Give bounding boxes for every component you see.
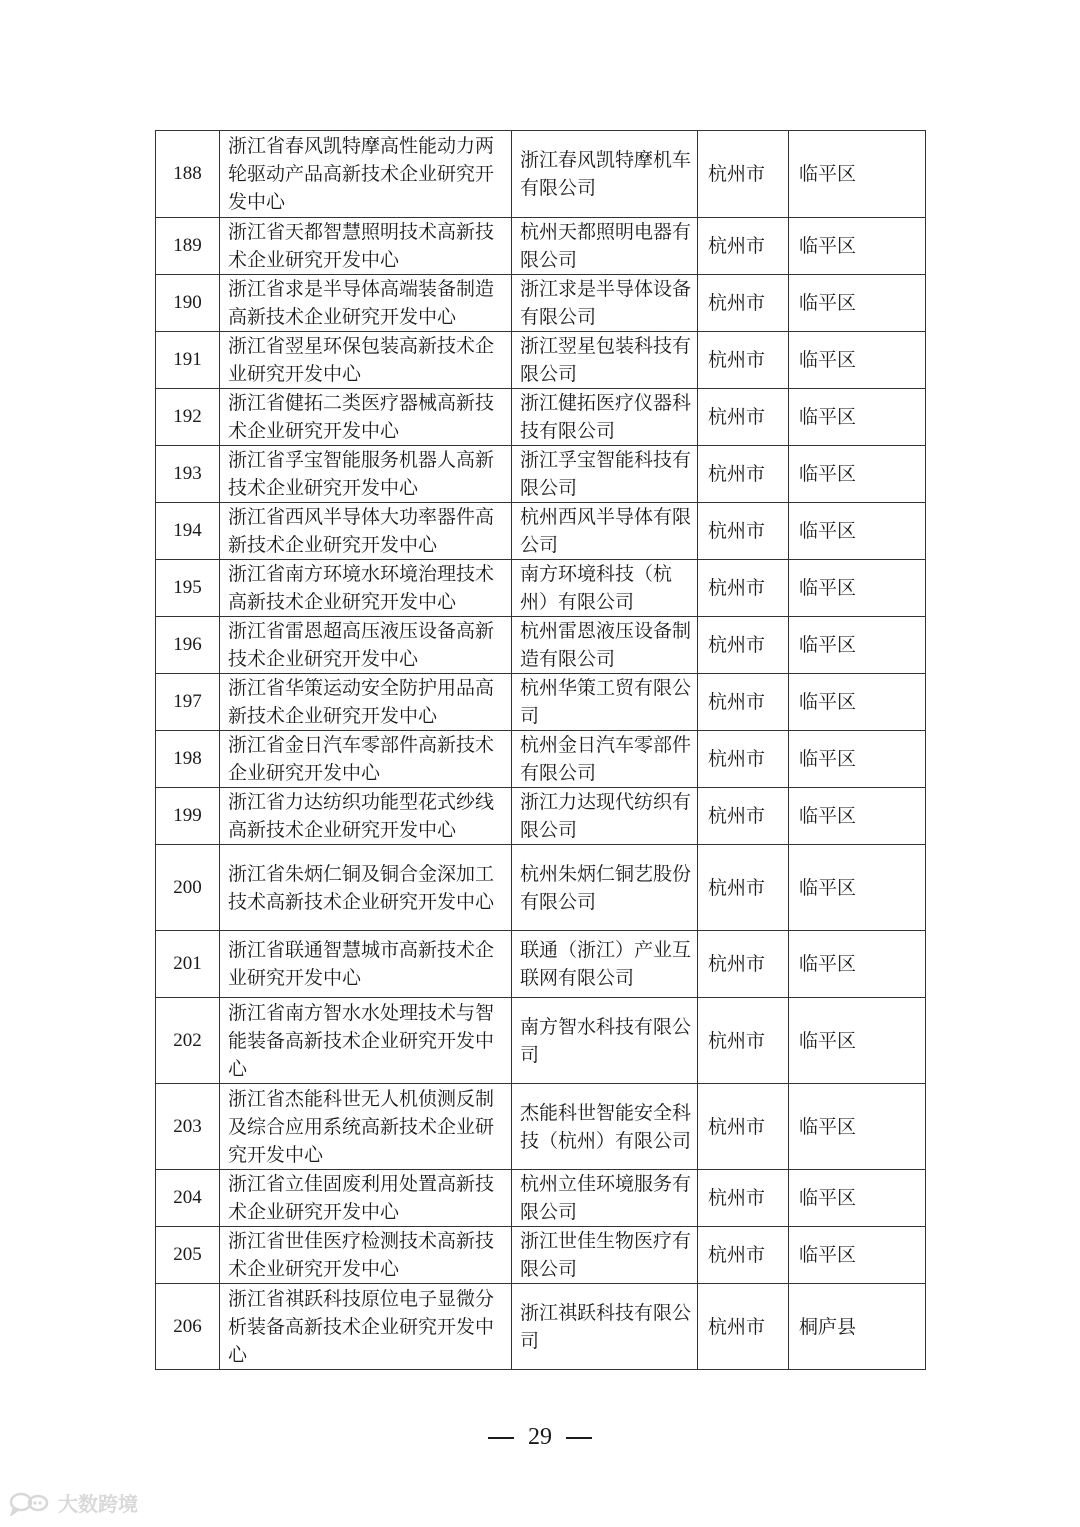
cell-name: 浙江省力达纺织功能型花式纱线高新技术企业研究开发中心 — [220, 788, 512, 845]
cell-company: 浙江求是半导体设备有限公司 — [512, 275, 698, 332]
table-row — [156, 560, 926, 617]
table-row — [156, 731, 926, 788]
table-row — [156, 674, 926, 731]
cell-name: 浙江省翌星环保包装高新技术企业研究开发中心 — [220, 332, 512, 389]
cell-company: 浙江健拓医疗仪器科技有限公司 — [512, 389, 698, 446]
cell-name: 浙江省健拓二类医疗器械高新技术企业研究开发中心 — [220, 389, 512, 446]
cell-district: 临平区 — [789, 275, 926, 332]
cell-city: 杭州市 — [698, 446, 789, 503]
cell-name: 浙江省华策运动安全防护用品高新技术企业研究开发中心 — [220, 674, 512, 731]
cell-company: 浙江力达现代纺织有限公司 — [512, 788, 698, 845]
cell-district: 临平区 — [789, 998, 926, 1084]
table-row — [156, 446, 926, 503]
cell-no: 198 — [156, 731, 220, 788]
cell-name: 浙江省立佳固废利用处置高新技术企业研究开发中心 — [220, 1170, 512, 1227]
cell-no: 206 — [156, 1284, 220, 1370]
cell-name: 浙江省雷恩超高压液压设备高新技术企业研究开发中心 — [220, 617, 512, 674]
cell-company: 南方智水科技有限公司 — [512, 998, 698, 1084]
table-row — [156, 617, 926, 674]
cell-company: 浙江春风凯特摩机车有限公司 — [512, 131, 698, 218]
cell-city: 杭州市 — [698, 931, 789, 998]
cell-city: 杭州市 — [698, 1284, 789, 1370]
cell-name: 浙江省南方智水水处理技术与智能装备高新技术企业研究开发中心 — [220, 998, 512, 1084]
table-row — [156, 931, 926, 998]
cell-no: 196 — [156, 617, 220, 674]
cell-district: 临平区 — [789, 617, 926, 674]
cell-no: 195 — [156, 560, 220, 617]
cell-company: 南方环境科技（杭州）有限公司 — [512, 560, 698, 617]
cell-no: 191 — [156, 332, 220, 389]
cell-name: 浙江省南方环境水环境治理技术高新技术企业研究开发中心 — [220, 560, 512, 617]
watermark — [8, 1488, 138, 1517]
cell-city: 杭州市 — [698, 275, 789, 332]
cell-district: 临平区 — [789, 503, 926, 560]
cell-city: 杭州市 — [698, 389, 789, 446]
cell-district: 临平区 — [789, 731, 926, 788]
center-list-table — [155, 130, 926, 1370]
table-row — [156, 275, 926, 332]
cell-no: 205 — [156, 1227, 220, 1284]
cell-name: 浙江省金日汽车零部件高新技术企业研究开发中心 — [220, 731, 512, 788]
cell-no: 203 — [156, 1084, 220, 1170]
watermark-text: 大数跨境 — [58, 1492, 138, 1516]
table-row — [156, 788, 926, 845]
cell-city: 杭州市 — [698, 560, 789, 617]
cell-company: 浙江祺跃科技有限公司 — [512, 1284, 698, 1370]
cell-city: 杭州市 — [698, 617, 789, 674]
table-body — [156, 131, 926, 1370]
table-row — [156, 131, 926, 218]
cell-no: 204 — [156, 1170, 220, 1227]
cell-district: 临平区 — [789, 218, 926, 275]
cell-no: 188 — [156, 131, 220, 218]
cell-company: 杭州立佳环境服务有限公司 — [512, 1170, 698, 1227]
cell-no: 192 — [156, 389, 220, 446]
table-row — [156, 845, 926, 931]
table-row — [156, 1084, 926, 1170]
cell-district: 临平区 — [789, 931, 926, 998]
footer-dash-left — [488, 1437, 514, 1439]
cell-district: 临平区 — [789, 845, 926, 931]
table-row — [156, 332, 926, 389]
cell-company: 联通（浙江）产业互联网有限公司 — [512, 931, 698, 998]
cell-no: 199 — [156, 788, 220, 845]
cell-company: 杭州雷恩液压设备制造有限公司 — [512, 617, 698, 674]
chat-bubbles-icon — [8, 1490, 54, 1516]
cell-district: 桐庐县 — [789, 1284, 926, 1370]
cell-company: 浙江翌星包装科技有限公司 — [512, 332, 698, 389]
footer-dash-right — [566, 1437, 592, 1439]
cell-district: 临平区 — [789, 332, 926, 389]
cell-city: 杭州市 — [698, 731, 789, 788]
cell-city: 杭州市 — [698, 1170, 789, 1227]
table-row — [156, 1227, 926, 1284]
cell-district: 临平区 — [789, 674, 926, 731]
page-footer — [0, 1424, 1080, 1451]
table-row — [156, 218, 926, 275]
cell-company: 杰能科世智能安全科技（杭州）有限公司 — [512, 1084, 698, 1170]
cell-name: 浙江省孚宝智能服务机器人高新技术企业研究开发中心 — [220, 446, 512, 503]
cell-district: 临平区 — [789, 1170, 926, 1227]
table-row — [156, 389, 926, 446]
cell-no: 200 — [156, 845, 220, 931]
cell-district: 临平区 — [789, 131, 926, 218]
table-row — [156, 1284, 926, 1370]
cell-name: 浙江省西风半导体大功率器件高新技术企业研究开发中心 — [220, 503, 512, 560]
cell-district: 临平区 — [789, 788, 926, 845]
cell-city: 杭州市 — [698, 131, 789, 218]
cell-name: 浙江省春风凯特摩高性能动力两轮驱动产品高新技术企业研究开发中心 — [220, 131, 512, 218]
table-row — [156, 503, 926, 560]
cell-district: 临平区 — [789, 389, 926, 446]
cell-name: 浙江省祺跃科技原位电子显微分析装备高新技术企业研究开发中心 — [220, 1284, 512, 1370]
cell-no: 193 — [156, 446, 220, 503]
cell-district: 临平区 — [789, 560, 926, 617]
cell-company: 杭州华策工贸有限公司 — [512, 674, 698, 731]
cell-no: 194 — [156, 503, 220, 560]
cell-city: 杭州市 — [698, 218, 789, 275]
cell-company: 浙江孚宝智能科技有限公司 — [512, 446, 698, 503]
cell-no: 190 — [156, 275, 220, 332]
cell-district: 临平区 — [789, 1084, 926, 1170]
table-row — [156, 998, 926, 1084]
cell-no: 201 — [156, 931, 220, 998]
cell-company: 浙江世佳生物医疗有限公司 — [512, 1227, 698, 1284]
cell-district: 临平区 — [789, 446, 926, 503]
cell-city: 杭州市 — [698, 788, 789, 845]
cell-name: 浙江省杰能科世无人机侦测反制及综合应用系统高新技术企业研究开发中心 — [220, 1084, 512, 1170]
cell-company: 杭州天都照明电器有限公司 — [512, 218, 698, 275]
cell-city: 杭州市 — [698, 1227, 789, 1284]
cell-city: 杭州市 — [698, 674, 789, 731]
cell-no: 189 — [156, 218, 220, 275]
cell-company: 杭州朱炳仁铜艺股份有限公司 — [512, 845, 698, 931]
cell-city: 杭州市 — [698, 998, 789, 1084]
cell-no: 202 — [156, 998, 220, 1084]
cell-name: 浙江省朱炳仁铜及铜合金深加工技术高新技术企业研究开发中心 — [220, 845, 512, 931]
cell-company: 杭州金日汽车零部件有限公司 — [512, 731, 698, 788]
cell-district: 临平区 — [789, 1227, 926, 1284]
cell-city: 杭州市 — [698, 332, 789, 389]
cell-city: 杭州市 — [698, 1084, 789, 1170]
cell-name: 浙江省世佳医疗检测技术高新技术企业研究开发中心 — [220, 1227, 512, 1284]
cell-city: 杭州市 — [698, 503, 789, 560]
cell-name: 浙江省联通智慧城市高新技术企业研究开发中心 — [220, 931, 512, 998]
page-number: 29 — [528, 1424, 552, 1450]
cell-company: 杭州西风半导体有限公司 — [512, 503, 698, 560]
cell-name: 浙江省求是半导体高端装备制造高新技术企业研究开发中心 — [220, 275, 512, 332]
cell-no: 197 — [156, 674, 220, 731]
cell-city: 杭州市 — [698, 845, 789, 931]
table-row — [156, 1170, 926, 1227]
cell-name: 浙江省天都智慧照明技术高新技术企业研究开发中心 — [220, 218, 512, 275]
